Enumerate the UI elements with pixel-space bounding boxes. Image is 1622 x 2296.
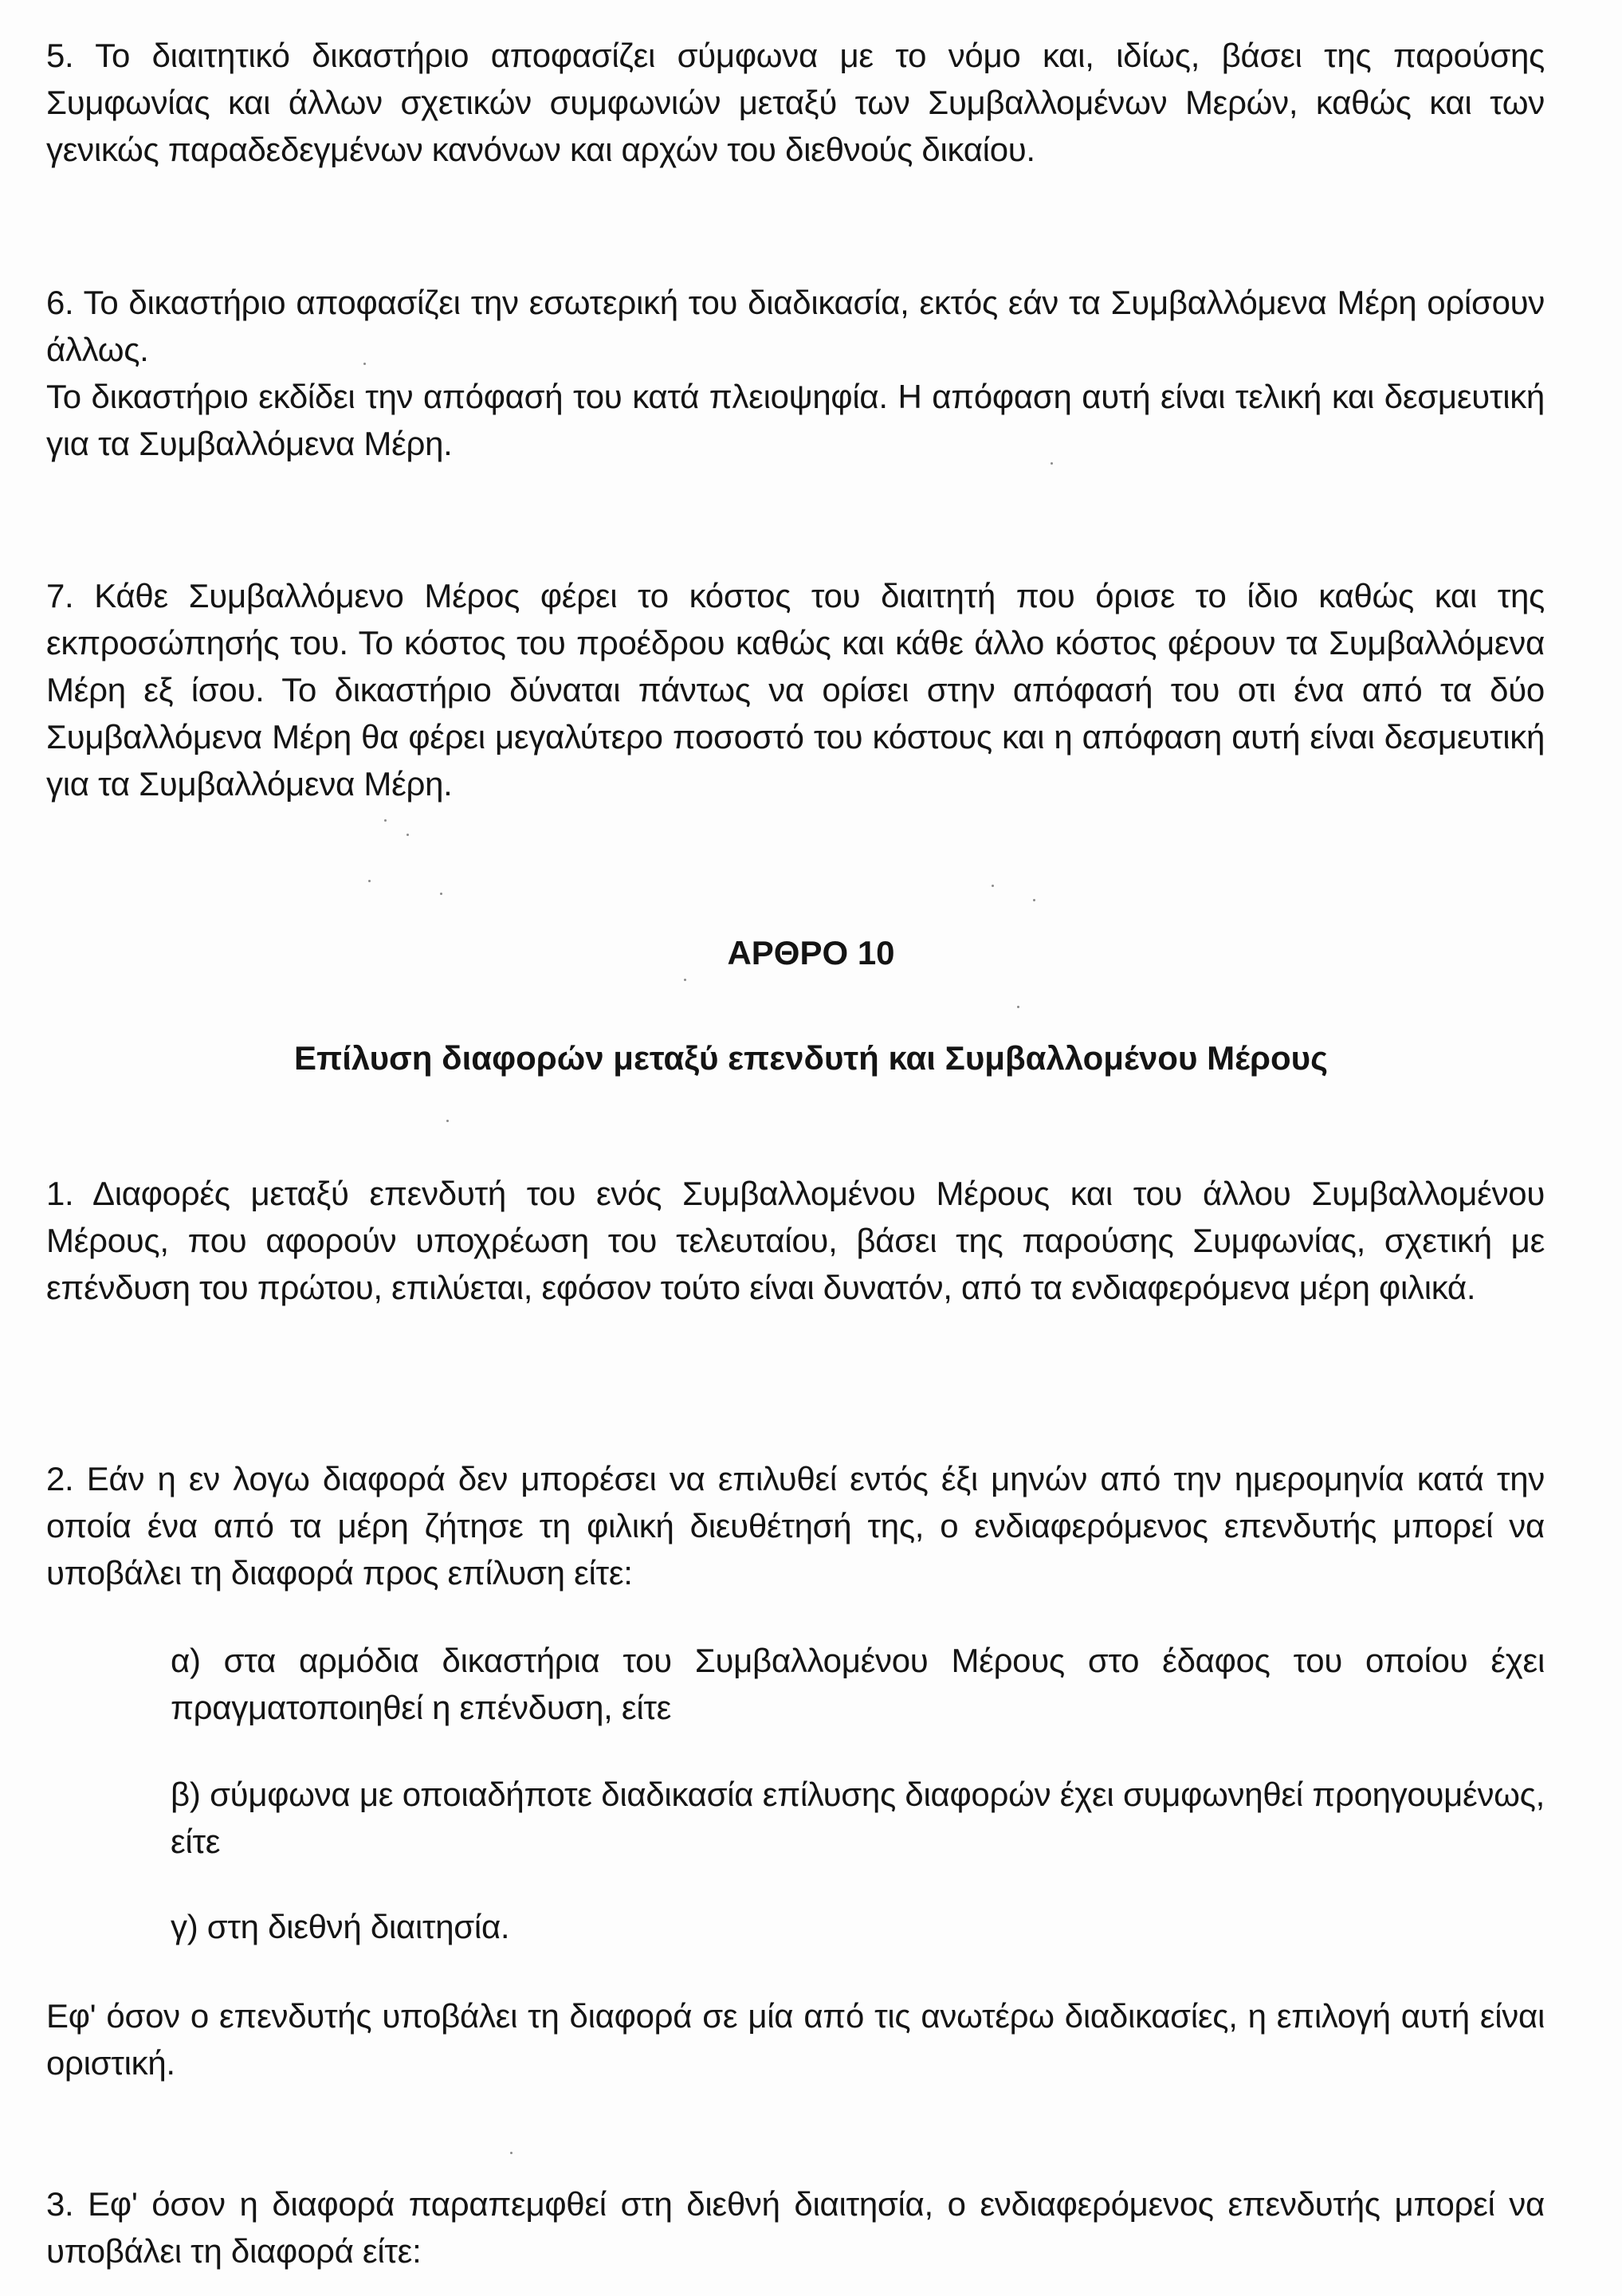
scan-speck [440,893,442,895]
scan-speck [368,880,371,882]
article-10-paragraph-3: 3. Εφ' όσον η διαφορά παραπεμφθεί στη διεθνή διαιτησία, ο ενδιαφερόμενος επενδυτής μπορεί να υποβάλει τη διαφορά είτε: [46,2185,1545,2270]
article-title: Επίλυση διαφορών μεταξύ επενδυτή και Συμβαλλομένου Μέρους [294,1039,1328,1077]
paragraph-6-decision: Το δικαστήριο εκδίδει την απόφασή του κατά πλειοψηφία. Η απόφαση αυτή είναι τελική και δεσμευτική για τα Συμβαλλόμενα Μέρη. [46,378,1545,462]
scan-speck [446,1120,449,1122]
scan-speck [384,819,387,822]
scan-speck [406,834,409,836]
choice-final-paragraph: Εφ' όσον ο επενδυτής υποβάλει τη διαφορά σε μία από τις ανωτέρω διαδικασίες, η επιλογή αυτή είναι οριστική. [46,1997,1545,2082]
scan-speck [510,2152,513,2154]
article-10-paragraph-1: 1. Διαφορές μεταξύ επενδυτή του ενός Συμβαλλομένου Μέρους και του άλλου Συμβαλλομένου Μέρους, που αφορούν υποχρέωση του τελευταίου, βάσει της παρούσης Συμφωνίας, σχετική με επένδυση του πρώτου, επιλύεται, εφόσον τούτο είναι δυνατόν, από τα ενδιαφερόμενα μέρη φιλικά. [46,1175,1545,1306]
scan-speck [1017,1006,1019,1008]
list-item-b: β) σύμφωνα με οποιαδήποτε διαδικασία επίλυσης διαφορών έχει συμφωνηθεί προηγουμένως, είτε [171,1776,1545,1860]
paragraph-6-procedure: 6. Το δικαστήριο αποφασίζει την εσωτερική του διαδικασία, εκτός εάν τα Συμβαλλόμενα Μέρη ορίσουν άλλως. [46,284,1545,368]
list-item-c: γ) στη διεθνή διαιτησία. [171,1908,510,1945]
article-10-paragraph-2: 2. Εάν η εν λογω διαφορά δεν μπορέσει να επιλυθεί εντός έξι μηνών από την ημερομηνία κατά την οποία ένα από τα μέρη ζήτησε τη φιλική διευθέτησή της, ο ενδιαφερόμενος επενδυτής μπορεί να υποβάλει τη διαφορά προς επίλυση είτε: [46,1460,1545,1592]
scan-speck [363,363,366,365]
scan-speck [1051,462,1053,465]
scan-speck [684,979,686,981]
list-item-a: α) στα αρμόδια δικαστήρια του Συμβαλλομένου Μέρους στο έδαφος του οποίου έχει πραγματοποιηθεί η επένδυση, είτε [171,1642,1545,1726]
article-number: ΑΡΘΡΟ 10 [727,934,895,971]
paragraph-7: 7. Κάθε Συμβαλλόμενο Μέρος φέρει το κόστος του διαιτητή που όρισε το ίδιο καθώς και της εκπροσώπησής του. Το κόστος του προέδρου καθώς και κάθε άλλο κόστος φέρουν τα Συμβαλλόμενα Μέρη εξ ίσου. Το δικαστήριο δύναται πάντως να ορίσει στην απόφασή του οτι ένα από τα δύο Συμβαλλόμενα Μέρη θα φέρει μεγαλύτερο ποσοστό του κόστους και η απόφαση αυτή είναι δεσμευτική για τα Συμβαλλόμενα Μέρη. [46,577,1545,803]
paragraph-5: 5. Το διαιτητικό δικαστήριο αποφασίζει σύμφωνα με το νόμο και, ιδίως, βάσει της παρούσης Συμφωνίας και άλλων σχετικών συμφωνιών μεταξύ των Συμβαλλομένων Μερών, καθώς και των γενικώς παραδεδεγμένων κανόνων και αρχών του διεθνούς δικαίου. [46,37,1545,168]
scan-speck [992,885,994,887]
scan-speck [1033,899,1035,901]
